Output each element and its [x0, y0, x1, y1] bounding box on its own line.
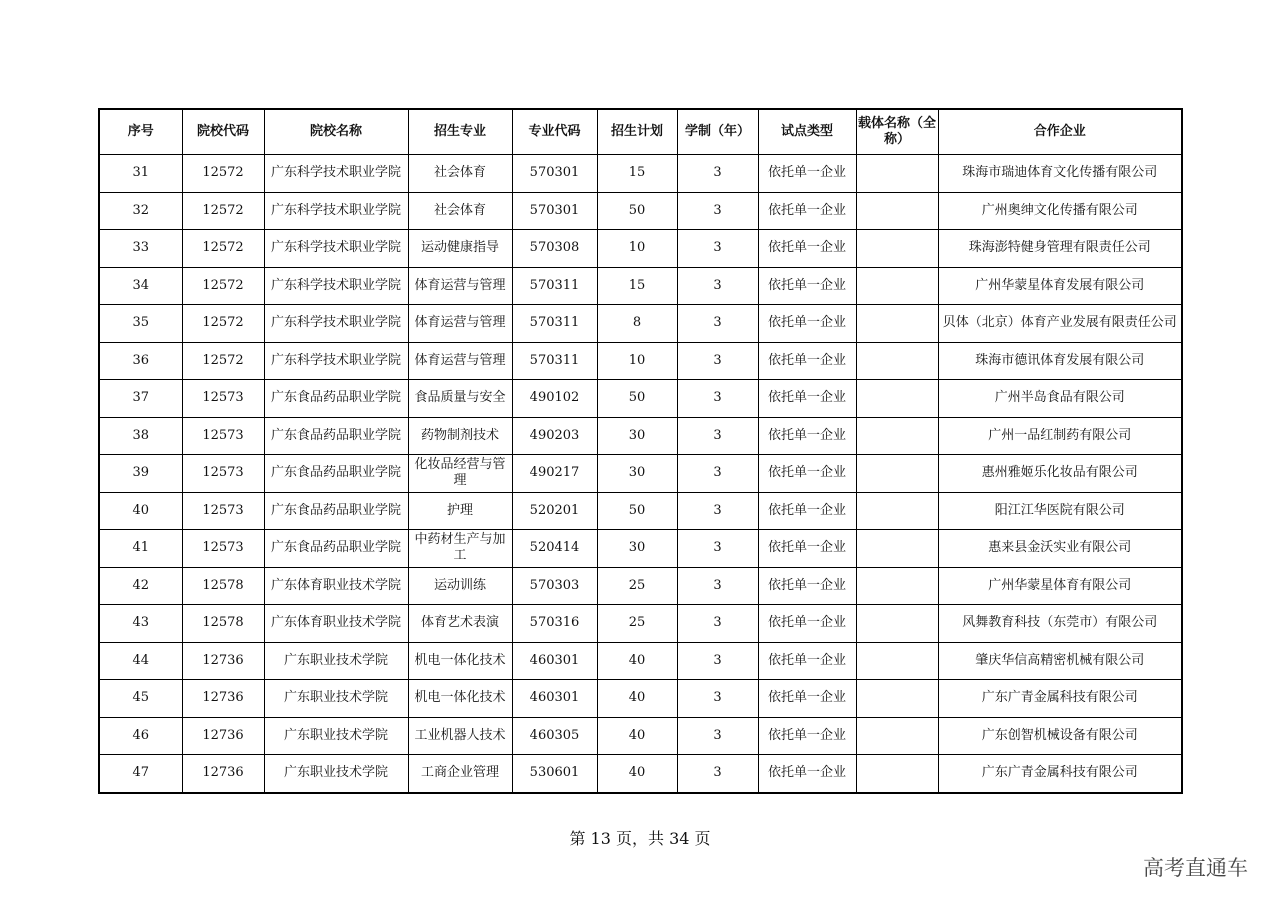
table-cell: 广东食品药品职业学院 — [264, 530, 408, 568]
table-cell — [856, 717, 938, 755]
table-cell: 运动健康指导 — [408, 230, 512, 268]
table-cell: 依托单一企业 — [758, 155, 856, 193]
table-cell: 35 — [99, 305, 182, 343]
table-row — [99, 755, 1182, 793]
table-cell: 12573 — [182, 417, 264, 455]
table-cell: 12736 — [182, 755, 264, 793]
table-cell: 广东广青金属科技有限公司 — [938, 755, 1182, 793]
table-cell: 3 — [677, 642, 758, 680]
table-cell: 依托单一企业 — [758, 755, 856, 793]
enrollment-table — [98, 108, 1183, 794]
table-cell: 3 — [677, 267, 758, 305]
table-row — [99, 267, 1182, 305]
table-cell — [856, 605, 938, 643]
table-cell: 广州一品红制药有限公司 — [938, 417, 1182, 455]
table-cell: 15 — [597, 155, 677, 193]
page-number: 第 13 页，共 34 页 — [569, 829, 711, 848]
table-cell: 依托单一企业 — [758, 717, 856, 755]
table-cell: 31 — [99, 155, 182, 193]
table-cell: 护理 — [408, 492, 512, 530]
table-row — [99, 605, 1182, 643]
table-cell: 40 — [597, 642, 677, 680]
table-cell: 3 — [677, 680, 758, 718]
table-row — [99, 455, 1182, 493]
table-cell: 460301 — [512, 680, 597, 718]
table-cell: 珠海市德讯体育发展有限公司 — [938, 342, 1182, 380]
table-cell: 30 — [597, 530, 677, 568]
table-cell: 460305 — [512, 717, 597, 755]
table-cell: 3 — [677, 567, 758, 605]
table-cell: 32 — [99, 192, 182, 230]
table-cell: 体育运营与管理 — [408, 305, 512, 343]
table-cell: 3 — [677, 155, 758, 193]
table-cell: 40 — [597, 680, 677, 718]
table-cell — [856, 455, 938, 493]
table-cell — [856, 492, 938, 530]
table-cell: 50 — [597, 380, 677, 418]
table-row — [99, 230, 1182, 268]
table-cell: 46 — [99, 717, 182, 755]
table-cell: 依托单一企业 — [758, 492, 856, 530]
table-cell: 3 — [677, 530, 758, 568]
table-cell: 10 — [597, 342, 677, 380]
table-cell: 惠州雅姬乐化妆品有限公司 — [938, 455, 1182, 493]
table-cell: 依托单一企业 — [758, 305, 856, 343]
table-cell: 依托单一企业 — [758, 417, 856, 455]
table-row — [99, 417, 1182, 455]
table-cell — [856, 155, 938, 193]
table-cell: 广东广青金属科技有限公司 — [938, 680, 1182, 718]
table-cell: 43 — [99, 605, 182, 643]
table-cell: 广东科学技术职业学院 — [264, 267, 408, 305]
table-cell: 广东职业技术学院 — [264, 642, 408, 680]
table-cell: 风舞教育科技（东莞市）有限公司 — [938, 605, 1182, 643]
table-cell: 570316 — [512, 605, 597, 643]
table-cell: 广东体育职业技术学院 — [264, 567, 408, 605]
table-header — [99, 109, 1182, 155]
table-cell: 12573 — [182, 492, 264, 530]
table-cell: 广东科学技术职业学院 — [264, 192, 408, 230]
table-cell — [856, 230, 938, 268]
table-cell: 460301 — [512, 642, 597, 680]
column-header: 学制（年） — [677, 109, 758, 155]
table-cell — [856, 305, 938, 343]
table-cell: 12736 — [182, 680, 264, 718]
table-cell: 3 — [677, 717, 758, 755]
column-header: 招生专业 — [408, 109, 512, 155]
table-cell: 490203 — [512, 417, 597, 455]
table-cell: 体育运营与管理 — [408, 342, 512, 380]
column-header: 序号 — [99, 109, 182, 155]
table-cell: 社会体育 — [408, 192, 512, 230]
table-cell: 520414 — [512, 530, 597, 568]
table-cell — [856, 342, 938, 380]
table-cell: 570308 — [512, 230, 597, 268]
column-header: 载体名称（全称） — [856, 109, 938, 155]
table-row — [99, 305, 1182, 343]
table-cell: 珠海澎特健身管理有限责任公司 — [938, 230, 1182, 268]
table-row — [99, 342, 1182, 380]
table-cell: 广东职业技术学院 — [264, 680, 408, 718]
table-row — [99, 567, 1182, 605]
table-cell: 珠海市瑞迪体育文化传播有限公司 — [938, 155, 1182, 193]
table-cell: 12572 — [182, 305, 264, 343]
table-cell: 依托单一企业 — [758, 605, 856, 643]
table-cell: 50 — [597, 192, 677, 230]
table-cell: 40 — [597, 755, 677, 793]
table-cell: 570301 — [512, 155, 597, 193]
table-cell: 12572 — [182, 155, 264, 193]
table-cell: 34 — [99, 267, 182, 305]
table-cell: 化妆品经营与管理 — [408, 455, 512, 493]
table-cell: 依托单一企业 — [758, 642, 856, 680]
table-cell: 45 — [99, 680, 182, 718]
table-cell: 41 — [99, 530, 182, 568]
watermark: 高考直通车 — [1143, 856, 1248, 880]
table-cell: 依托单一企业 — [758, 267, 856, 305]
table-cell: 12578 — [182, 605, 264, 643]
table-cell: 3 — [677, 417, 758, 455]
table-cell: 阳江江华医院有限公司 — [938, 492, 1182, 530]
table-cell: 广州华蒙星体育有限公司 — [938, 567, 1182, 605]
table-cell: 机电一体化技术 — [408, 642, 512, 680]
table-cell: 12573 — [182, 380, 264, 418]
table-cell: 570311 — [512, 342, 597, 380]
table-cell: 40 — [99, 492, 182, 530]
table-row — [99, 717, 1182, 755]
table-cell: 依托单一企业 — [758, 230, 856, 268]
table-cell: 490217 — [512, 455, 597, 493]
table-cell: 50 — [597, 492, 677, 530]
table-cell: 39 — [99, 455, 182, 493]
table-cell: 12573 — [182, 530, 264, 568]
table-cell: 广东科学技术职业学院 — [264, 155, 408, 193]
table-cell: 广东职业技术学院 — [264, 755, 408, 793]
table-row — [99, 680, 1182, 718]
table-cell: 3 — [677, 305, 758, 343]
table-cell: 570303 — [512, 567, 597, 605]
table-cell: 依托单一企业 — [758, 380, 856, 418]
table-cell: 8 — [597, 305, 677, 343]
table-cell: 15 — [597, 267, 677, 305]
table-cell: 广东科学技术职业学院 — [264, 305, 408, 343]
table-cell: 广东食品药品职业学院 — [264, 417, 408, 455]
table-cell: 广州华蒙星体育发展有限公司 — [938, 267, 1182, 305]
table-cell: 依托单一企业 — [758, 680, 856, 718]
table-cell — [856, 642, 938, 680]
table-cell: 570311 — [512, 267, 597, 305]
table-row — [99, 155, 1182, 193]
column-header: 专业代码 — [512, 109, 597, 155]
table-cell: 520201 — [512, 492, 597, 530]
table-cell — [856, 380, 938, 418]
table-cell: 12572 — [182, 342, 264, 380]
table-cell: 工商企业管理 — [408, 755, 512, 793]
table-cell: 30 — [597, 455, 677, 493]
table-cell — [856, 530, 938, 568]
table-row — [99, 192, 1182, 230]
table-cell: 体育艺术表演 — [408, 605, 512, 643]
column-header: 院校代码 — [182, 109, 264, 155]
column-header: 合作企业 — [938, 109, 1182, 155]
table-cell: 贝体（北京）体育产业发展有限责任公司 — [938, 305, 1182, 343]
table-cell: 广东科学技术职业学院 — [264, 230, 408, 268]
table-cell: 广州半岛食品有限公司 — [938, 380, 1182, 418]
table-cell: 570311 — [512, 305, 597, 343]
table-cell — [856, 267, 938, 305]
table-cell: 依托单一企业 — [758, 192, 856, 230]
table-cell — [856, 192, 938, 230]
table-cell: 38 — [99, 417, 182, 455]
table-cell — [856, 755, 938, 793]
table-cell: 530601 — [512, 755, 597, 793]
table-cell: 12572 — [182, 192, 264, 230]
table-cell: 广东创智机械设备有限公司 — [938, 717, 1182, 755]
table-cell: 36 — [99, 342, 182, 380]
column-header: 院校名称 — [264, 109, 408, 155]
table-cell: 44 — [99, 642, 182, 680]
table-cell: 12572 — [182, 230, 264, 268]
table-cell: 中药材生产与加工 — [408, 530, 512, 568]
table-cell: 依托单一企业 — [758, 455, 856, 493]
table-cell: 食品质量与安全 — [408, 380, 512, 418]
table-cell: 广东职业技术学院 — [264, 717, 408, 755]
table-cell: 3 — [677, 342, 758, 380]
table-cell: 3 — [677, 455, 758, 493]
table-cell: 体育运营与管理 — [408, 267, 512, 305]
column-header: 招生计划 — [597, 109, 677, 155]
table-cell: 12736 — [182, 642, 264, 680]
table-cell: 广东食品药品职业学院 — [264, 380, 408, 418]
table-row — [99, 380, 1182, 418]
table-cell: 机电一体化技术 — [408, 680, 512, 718]
table-cell: 10 — [597, 230, 677, 268]
table-cell — [856, 417, 938, 455]
table-cell: 570301 — [512, 192, 597, 230]
table-cell: 25 — [597, 605, 677, 643]
table-cell: 37 — [99, 380, 182, 418]
column-header: 试点类型 — [758, 109, 856, 155]
table-cell: 3 — [677, 605, 758, 643]
table-cell: 30 — [597, 417, 677, 455]
table-cell: 3 — [677, 230, 758, 268]
table-cell: 肇庆华信高精密机械有限公司 — [938, 642, 1182, 680]
table-cell: 12572 — [182, 267, 264, 305]
table-cell: 运动训练 — [408, 567, 512, 605]
table-cell: 33 — [99, 230, 182, 268]
table-cell: 工业机器人技术 — [408, 717, 512, 755]
table-cell: 12736 — [182, 717, 264, 755]
table-cell: 12578 — [182, 567, 264, 605]
table-cell: 广东科学技术职业学院 — [264, 342, 408, 380]
table-cell: 社会体育 — [408, 155, 512, 193]
table-cell — [856, 680, 938, 718]
table-cell: 广东食品药品职业学院 — [264, 492, 408, 530]
table-cell: 3 — [677, 192, 758, 230]
table-row — [99, 492, 1182, 530]
table-cell: 广州奥绅文化传播有限公司 — [938, 192, 1182, 230]
table-row — [99, 530, 1182, 568]
table-cell: 25 — [597, 567, 677, 605]
table-cell — [856, 567, 938, 605]
table-cell: 3 — [677, 380, 758, 418]
table-cell: 40 — [597, 717, 677, 755]
table-cell: 依托单一企业 — [758, 567, 856, 605]
table-cell: 490102 — [512, 380, 597, 418]
table-cell: 3 — [677, 492, 758, 530]
table-cell: 47 — [99, 755, 182, 793]
table-cell: 42 — [99, 567, 182, 605]
table-cell: 广东体育职业技术学院 — [264, 605, 408, 643]
table-cell: 12573 — [182, 455, 264, 493]
table-row — [99, 642, 1182, 680]
table-cell: 广东食品药品职业学院 — [264, 455, 408, 493]
table-cell: 惠来县金沃实业有限公司 — [938, 530, 1182, 568]
table-cell: 3 — [677, 755, 758, 793]
table-cell: 依托单一企业 — [758, 530, 856, 568]
table-cell: 依托单一企业 — [758, 342, 856, 380]
table-cell: 药物制剂技术 — [408, 417, 512, 455]
